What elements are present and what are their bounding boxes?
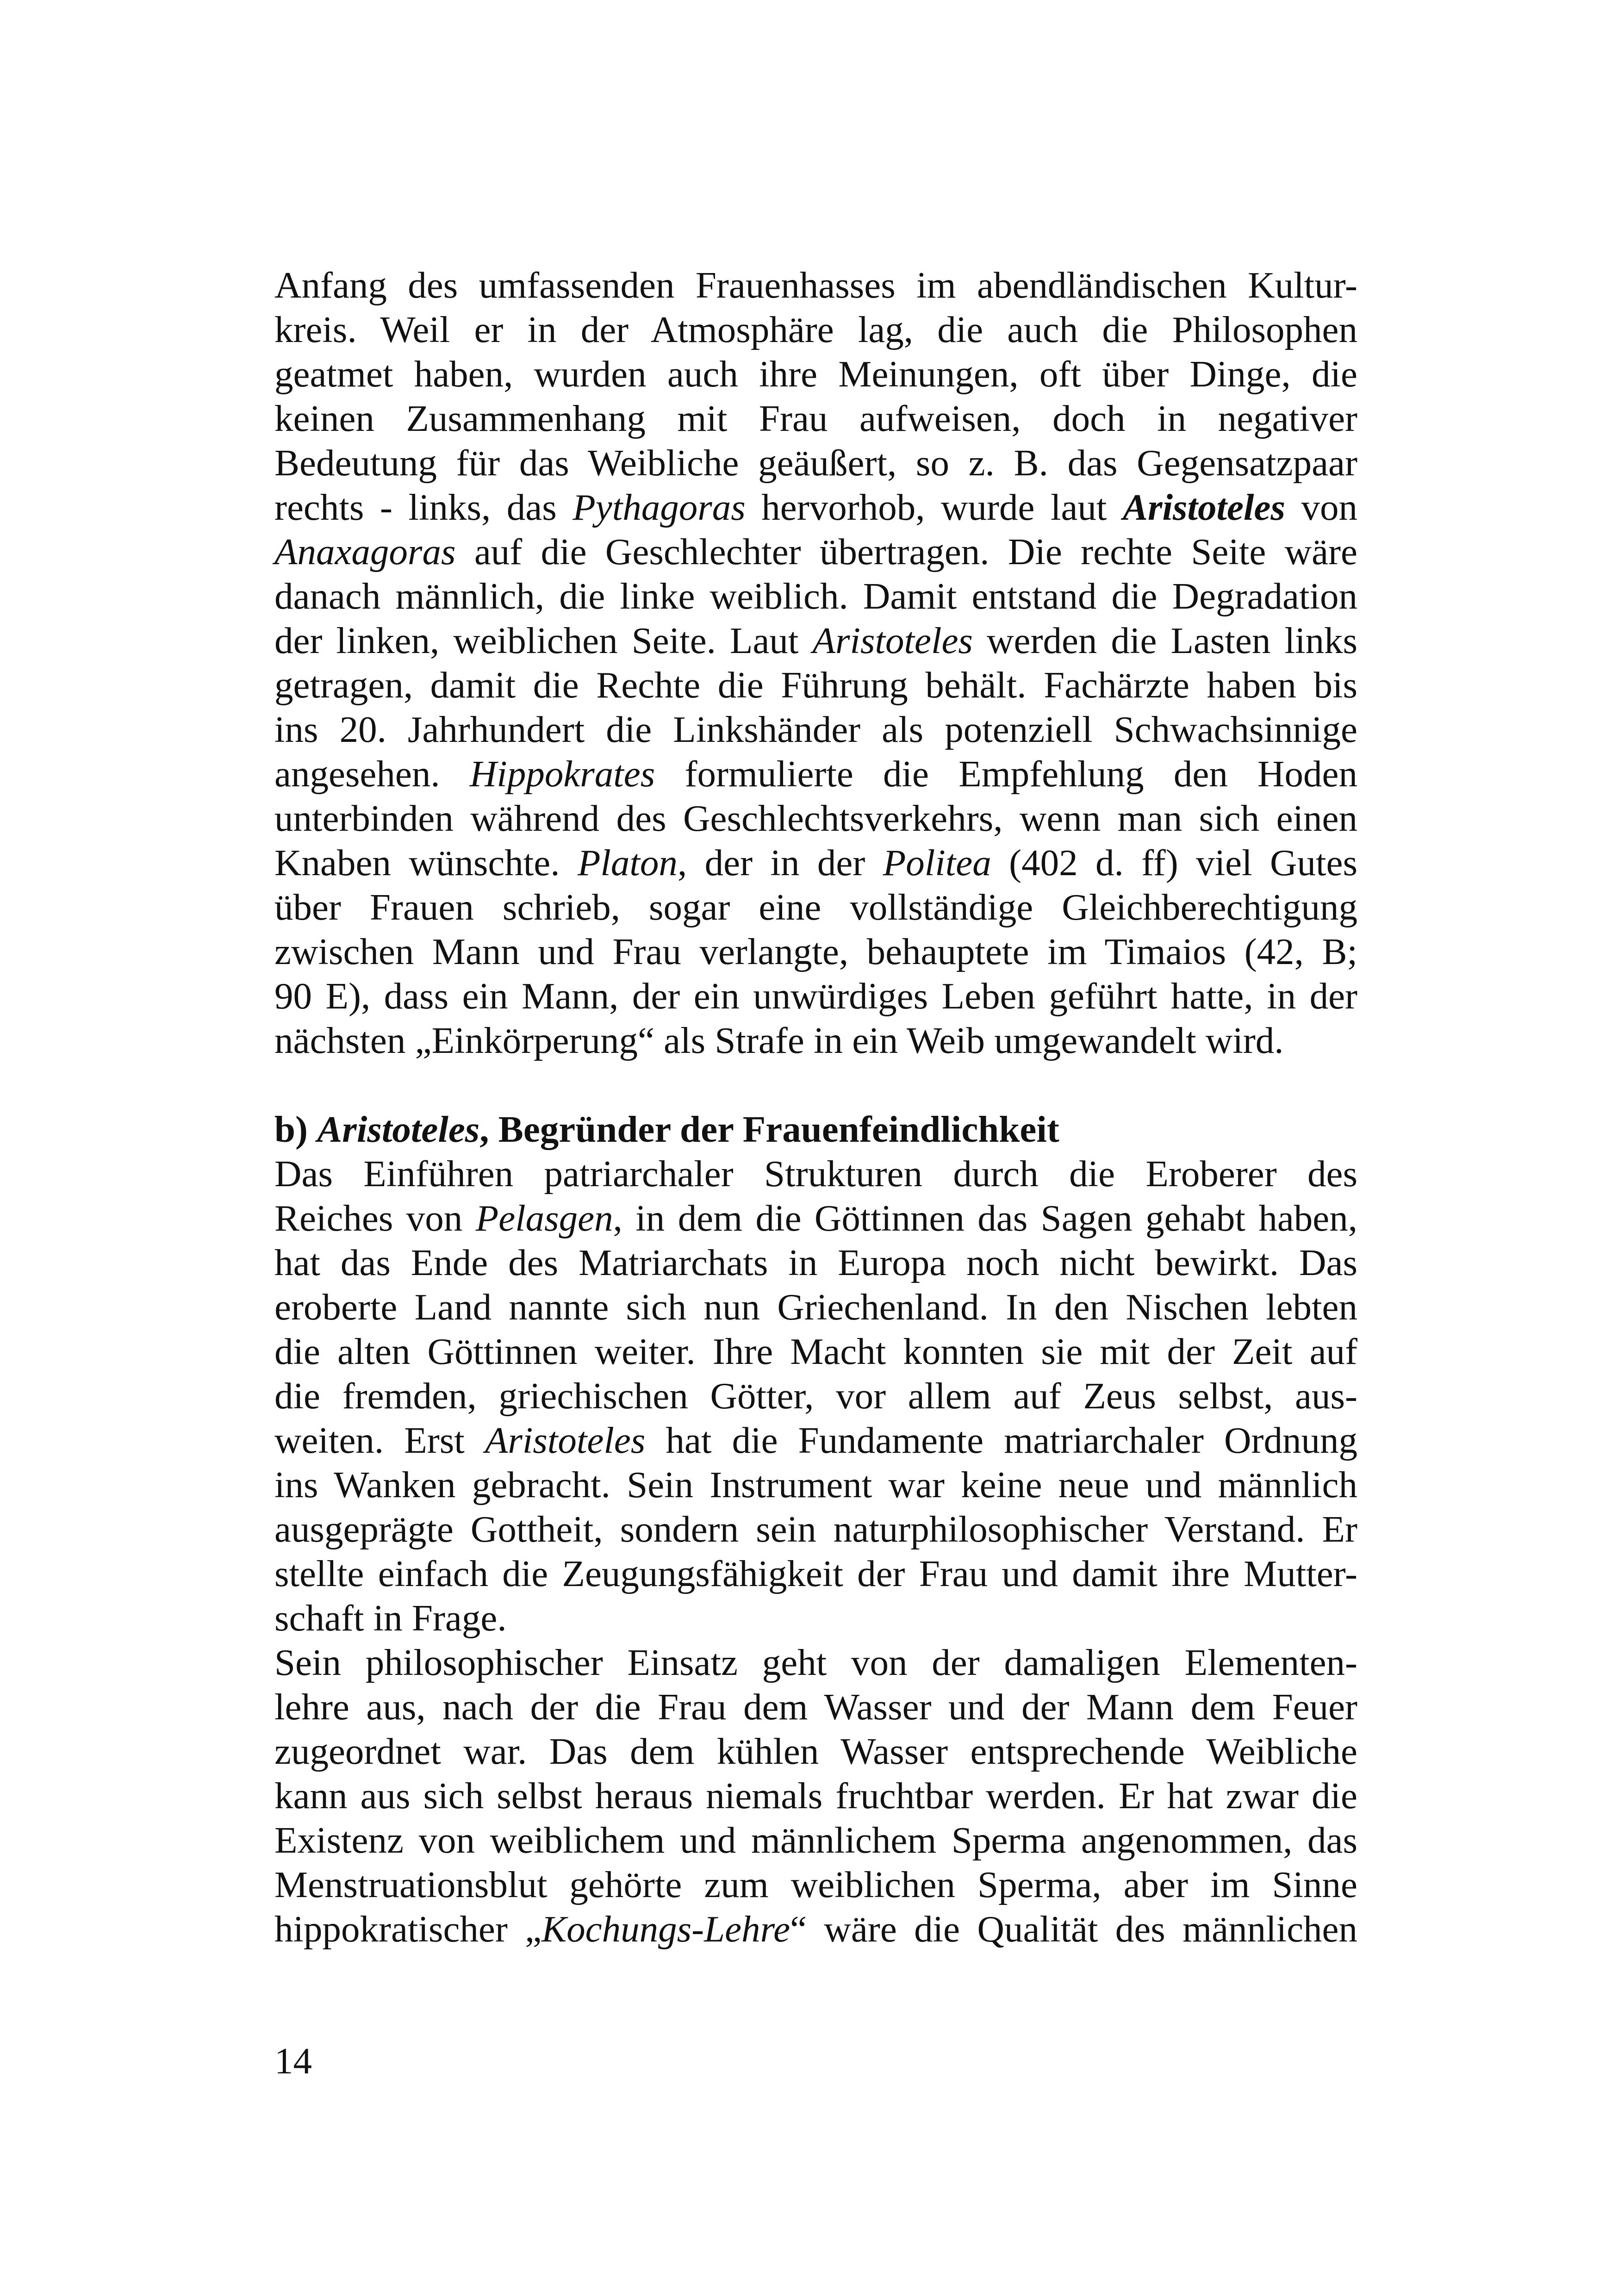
text-line (274, 840, 1357, 885)
name-aristoteles: Aristoteles (1122, 486, 1285, 528)
text-line: über Frauen schrieb, sogar eine vollständige Gleichberechtigung (274, 886, 1357, 928)
paragraph (274, 1151, 1357, 1640)
text-line: eroberte Land nannte sich nun Griechenland. In den Nischen lebten (274, 1286, 1357, 1328)
name-pythagoras: Pythagoras (573, 486, 746, 528)
section-heading (274, 1107, 1357, 1151)
name-platon: Platon (577, 842, 678, 884)
text-line: Das Einführen patriarchaler Strukturen durch die Eroberer des (274, 1153, 1357, 1195)
text-line: geatmet haben, wurden auch ihre Meinungen, oft über Dinge, die (274, 353, 1357, 395)
heading-prefix: b) (274, 1108, 317, 1150)
text-run: angesehen. (274, 753, 470, 795)
text-run: “ wäre die Qualität des männlichen (790, 1908, 1357, 1950)
text-run: (402 d. ff) viel Gutes (991, 842, 1357, 884)
text-line: 90 E), dass ein Mann, der ein unwürdiges Leben geführt hatte, in der (274, 975, 1357, 1017)
text-line: Menstruationsblut gehörte zum weiblichen Sperma, aber im Sinne (274, 1864, 1357, 1905)
paragraph-gap (274, 1063, 1357, 1107)
text-line: danach männlich, die linke weiblich. Damit entstand die Degradation (274, 575, 1357, 617)
text-run: rechts - links, das (274, 486, 573, 528)
text-line: stellte einfach die Zeugungsfähigkeit der Frau und damit ihre Mutter- (274, 1553, 1357, 1594)
text-line (274, 752, 1357, 796)
text-line (274, 1418, 1357, 1462)
name-aristoteles: Aristoteles (485, 1419, 646, 1461)
text-line: zugeordnet war. Das dem kühlen Wasser entsprechende Weibliche (274, 1730, 1357, 1772)
text-run: werden die Lasten links (972, 620, 1357, 661)
text-line: Anfang des umfassenden Frauenhasses im abendländischen Kultur- (274, 264, 1357, 306)
page-number: 14 (274, 2040, 312, 2082)
name-aristoteles: Aristoteles (812, 620, 973, 661)
text-line (274, 485, 1357, 529)
text-line: schaft in Frage. (274, 1597, 507, 1639)
text-line (274, 1907, 1357, 1951)
text-run: , in dem die Göttinnen das Sagen gehabt haben, (613, 1197, 1357, 1239)
text-line: kann aus sich selbst heraus niemals fruchtbar werden. Er hat zwar die (274, 1775, 1357, 1817)
paragraph (274, 1640, 1357, 1951)
name-pelasgen: Pelasgen (475, 1197, 613, 1239)
text-run: auf die Geschlechter übertragen. Die rechte Seite wäre (455, 531, 1357, 572)
heading-name: Aristoteles (317, 1108, 480, 1150)
text-line: Sein philosophischer Einsatz geht von der damaligen Elementen- (274, 1642, 1357, 1683)
text-line: unterbinden während des Geschlechtsverkehrs, wenn man sich einen (274, 797, 1357, 839)
text-line: die fremden, griechischen Götter, vor allem auf Zeus selbst, aus- (274, 1375, 1357, 1417)
text-line: Existenz von weiblichem und männlichem Sperma angenommen, das (274, 1819, 1357, 1861)
text-line: getragen, damit die Rechte die Führung behält. Fachärzte haben bis (274, 664, 1357, 706)
text-line: lehre aus, nach der die Frau dem Wasser und der Mann dem Feuer (274, 1686, 1357, 1728)
term-kochungs-lehre: Kochungs-Lehre (541, 1908, 790, 1950)
heading-text: , Begründer der Frauenfeindlichkeit (479, 1108, 1059, 1150)
text-line (274, 529, 1357, 574)
text-run: Knaben wünschte. (274, 842, 578, 884)
text-line: hat das Ende des Matriarchats in Europa noch nicht bewirkt. Das (274, 1242, 1357, 1283)
text-line: die alten Göttinnen weiter. Ihre Macht konnten sie mit der Zeit auf (274, 1331, 1357, 1372)
text-run: formulierte die Empfehlung den Hoden (655, 753, 1357, 795)
text-line: nächsten „Einkörperung“ als Strafe in ein Weib umgewandelt wird. (274, 1020, 1284, 1061)
body-text (274, 263, 1357, 1951)
text-line: Bedeutung für das Weibliche geäußert, so z. B. das Gegensatzpaar (274, 442, 1357, 484)
text-run: , der in der (677, 842, 883, 884)
text-run: hat die Fundamente matriarchaler Ordnung (645, 1419, 1357, 1461)
text-run: hippokratischer „ (274, 1908, 542, 1950)
name-hippokrates: Hippokrates (469, 753, 655, 795)
text-line: zwischen Mann und Frau verlangte, behauptete im Timaios (42, B; (274, 931, 1357, 972)
text-run: weiten. Erst (274, 1419, 485, 1461)
text-line: ins Wanken gebracht. Sein Instrument war keine neue und männlich (274, 1464, 1357, 1506)
name-anaxagoras: Anaxagoras (274, 531, 456, 572)
text-run: hervorhob, wurde laut (745, 486, 1123, 528)
text-run: der linken, weiblichen Seite. Laut (274, 620, 813, 661)
text-line (274, 1196, 1357, 1240)
text-run: von (1285, 486, 1358, 528)
text-line: ins 20. Jahrhundert die Linkshänder als potenziell Schwachsinnige (274, 709, 1357, 750)
text-run: Reiches von (274, 1197, 476, 1239)
text-line (274, 618, 1357, 663)
text-line: ausgeprägte Gottheit, sondern sein naturphilosophischer Verstand. Er (274, 1508, 1357, 1550)
work-politea: Politea (883, 842, 991, 884)
text-line: keinen Zusammenhang mit Frau aufweisen, doch in negativer (274, 398, 1357, 439)
text-line: kreis. Weil er in der Atmosphäre lag, die auch die Philosophen (274, 309, 1357, 350)
paragraph (274, 263, 1357, 1063)
